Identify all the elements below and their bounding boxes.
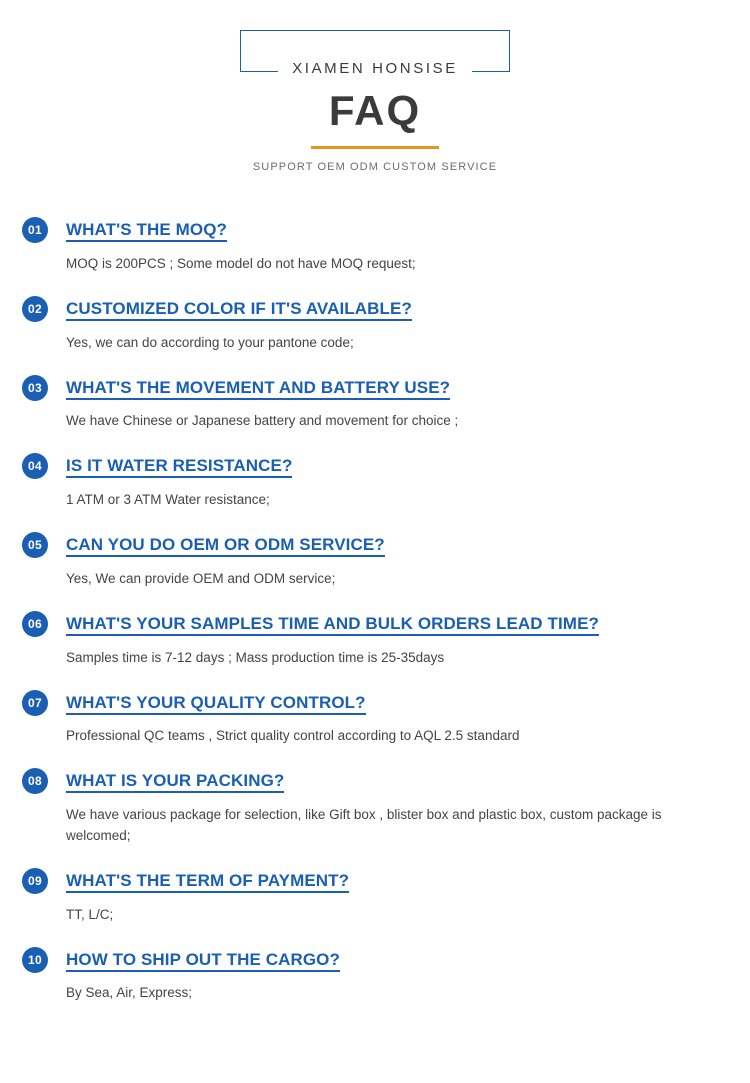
faq-number-badge: 08 (22, 768, 48, 794)
faq-question-row (66, 217, 726, 242)
faq-question: CAN YOU DO OEM OR ODM SERVICE? (66, 535, 385, 557)
faq-question: WHAT'S THE MOQ? (66, 220, 227, 242)
faq-question: WHAT'S YOUR QUALITY CONTROL? (66, 693, 366, 715)
faq-question: WHAT IS YOUR PACKING? (66, 771, 284, 793)
faq-item (22, 690, 726, 748)
faq-item (22, 453, 726, 511)
faq-question: WHAT'S THE MOVEMENT AND BATTERY USE? (66, 378, 450, 400)
faq-item (22, 947, 726, 1005)
faq-question-row (66, 296, 726, 321)
title-underline (311, 146, 439, 149)
faq-item (22, 217, 726, 275)
faq-question: WHAT'S THE TERM OF PAYMENT? (66, 871, 349, 893)
faq-answer: TT, L/C; (66, 906, 114, 922)
faq-number-badge: 04 (22, 453, 48, 479)
faq-question-row (66, 868, 726, 893)
faq-answer: MOQ is 200PCS ; Some model do not have MOQ request; (66, 255, 416, 271)
faq-question: IS IT WATER RESISTANCE? (66, 456, 292, 478)
faq-question-row (66, 690, 726, 715)
faq-answer: Yes, We can provide OEM and ODM service; (66, 570, 336, 586)
brand-badge (240, 30, 510, 78)
faq-question-row (66, 453, 726, 478)
faq-list (0, 217, 750, 1004)
faq-number-badge: 10 (22, 947, 48, 973)
faq-number-badge: 07 (22, 690, 48, 716)
faq-item (22, 611, 726, 669)
faq-answer: We have various package for selection, like Gift box , blister box and plastic box, custom package is welcomed; (66, 807, 662, 843)
faq-number-badge: 02 (22, 296, 48, 322)
faq-item (22, 296, 726, 354)
faq-question-row (66, 611, 726, 636)
brand-name: XIAMEN HONSISE (278, 60, 472, 77)
faq-answer: 1 ATM or 3 ATM Water resistance; (66, 492, 270, 508)
faq-number-badge: 05 (22, 532, 48, 558)
faq-answer: Yes, we can do according to your pantone code; (66, 334, 354, 350)
faq-answer: We have Chinese or Japanese battery and movement for choice ; (66, 413, 459, 429)
faq-question-row (66, 532, 726, 557)
faq-number-badge: 09 (22, 868, 48, 894)
faq-question: CUSTOMIZED COLOR IF IT'S AVAILABLE? (66, 299, 412, 321)
faq-answer: By Sea, Air, Express; (66, 985, 193, 1001)
faq-answer: Samples time is 7-12 days ; Mass production time is 25-35days (66, 649, 445, 665)
faq-number-badge: 06 (22, 611, 48, 637)
faq-answer: Professional QC teams , Strict quality control according to AQL 2.5 standard (66, 728, 520, 744)
faq-item (22, 375, 726, 433)
faq-question-row (66, 768, 726, 793)
faq-number-badge: 01 (22, 217, 48, 243)
page-title: FAQ (328, 87, 422, 134)
faq-question: WHAT'S YOUR SAMPLES TIME AND BULK ORDERS LEAD TIME? (66, 614, 599, 636)
page-subtitle: SUPPORT OEM ODM CUSTOM SERVICE (252, 161, 498, 174)
page-header (0, 0, 750, 173)
faq-question-row (66, 375, 726, 400)
faq-number-badge: 03 (22, 375, 48, 401)
faq-item (22, 868, 726, 926)
faq-question-row (66, 947, 726, 972)
faq-item (22, 532, 726, 590)
faq-item (22, 768, 726, 847)
faq-question: HOW TO SHIP OUT THE CARGO? (66, 950, 340, 972)
